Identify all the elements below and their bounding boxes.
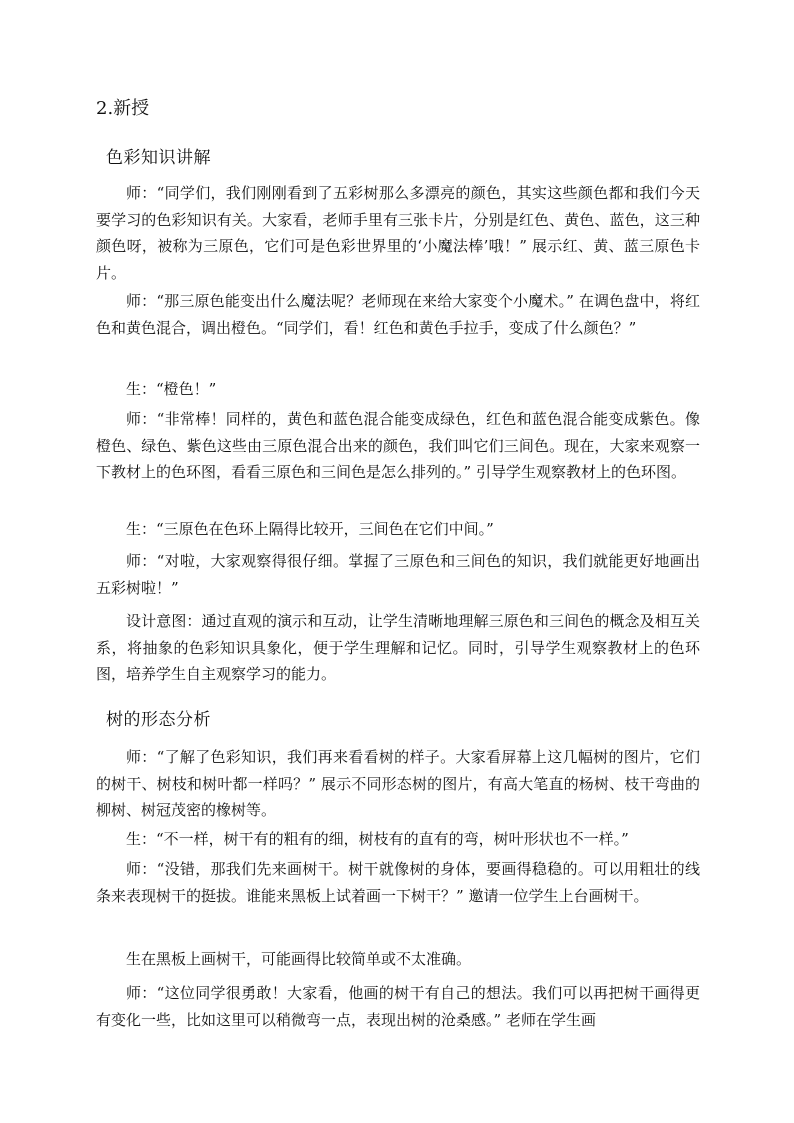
paragraph: 生：“三原色在色环上隔得比较开，三间色在它们中间。” [126,520,494,538]
paragraph: 师：“没错，那我们先来画树干。树干就像树的身体，要画得稳稳的。可以用粗壮的线条来表现树干的挺拔。谁能来黑板上试着画一下树干？” 邀请一位学生上台画树干。 [96,860,700,905]
paragraph: 师：“非常棒！同样的，黄色和蓝色混合能变成绿色，红色和蓝色混合能变成紫色。像橙色、绿色、紫色这些由三原色混合出来的颜色，我们叫它们三间色。现在，大家来观察一下教材上的色环图，看看三原色和三间色是怎么排列的。” 引导学生观察教材上的色环图。 [96,410,700,481]
paragraph: 生在黑板上画树干，可能画得比较简单或不太准确。 [126,950,472,968]
subheading-color-knowledge: 色彩知识讲解 [106,148,211,168]
paragraph: 师：“了解了色彩知识，我们再来看看树的样子。大家看屏幕上这几幅树的图片，它们的树干、树枝和树叶都一样吗？” 展示不同形态树的图片，有高大笔直的杨树、枝干弯曲的柳树、树冠茂密的橡树等。 [96,748,700,819]
section-title: 2.新授 [96,98,150,119]
paragraph: 生：“橙色！” [126,380,217,398]
paragraph: 生：“不一样，树干有的粗有的细，树枝有的直有的弯，树叶形状也不一样。” [126,830,629,848]
paragraph: 师：“那三原色能变出什么魔法呢？老师现在来给大家变个小魔术。” 在调色盘中，将红色和黄色混合，调出橙色。“同学们，看！红色和黄色手拉手，变成了什么颜色？” [96,292,700,337]
paragraph: 师：“这位同学很勇敢！大家看，他画的树干有自己的想法。我们可以再把树干画得更有变化一些，比如这里可以稍微弯一点，表现出树的沧桑感。” 老师在学生画 [96,984,700,1029]
design-intent-paragraph: 设计意图：通过直观的演示和互动，让学生清晰地理解三原色和三间色的概念及相互关系，将抽象的色彩知识具象化，便于学生理解和记忆。同时，引导学生观察教材上的色环图，培养学生自主观察学习的能力。 [96,612,700,683]
paragraph: 师：“对啦，大家观察得很仔细。掌握了三原色和三间色的知识，我们就能更好地画出五彩树啦！” [96,552,700,597]
paragraph: 师：“同学们，我们刚刚看到了五彩树那么多漂亮的颜色，其实这些颜色都和我们今天要学习的色彩知识有关。大家看，老师手里有三张卡片，分别是红色、黄色、蓝色，这三种颜色呀，被称为三原色，它们可是色彩世界里的‘小魔法棒’哦！” 展示红、黄、蓝三原色卡片。 [96,184,700,282]
subheading-tree-form: 树的形态分析 [106,710,211,730]
